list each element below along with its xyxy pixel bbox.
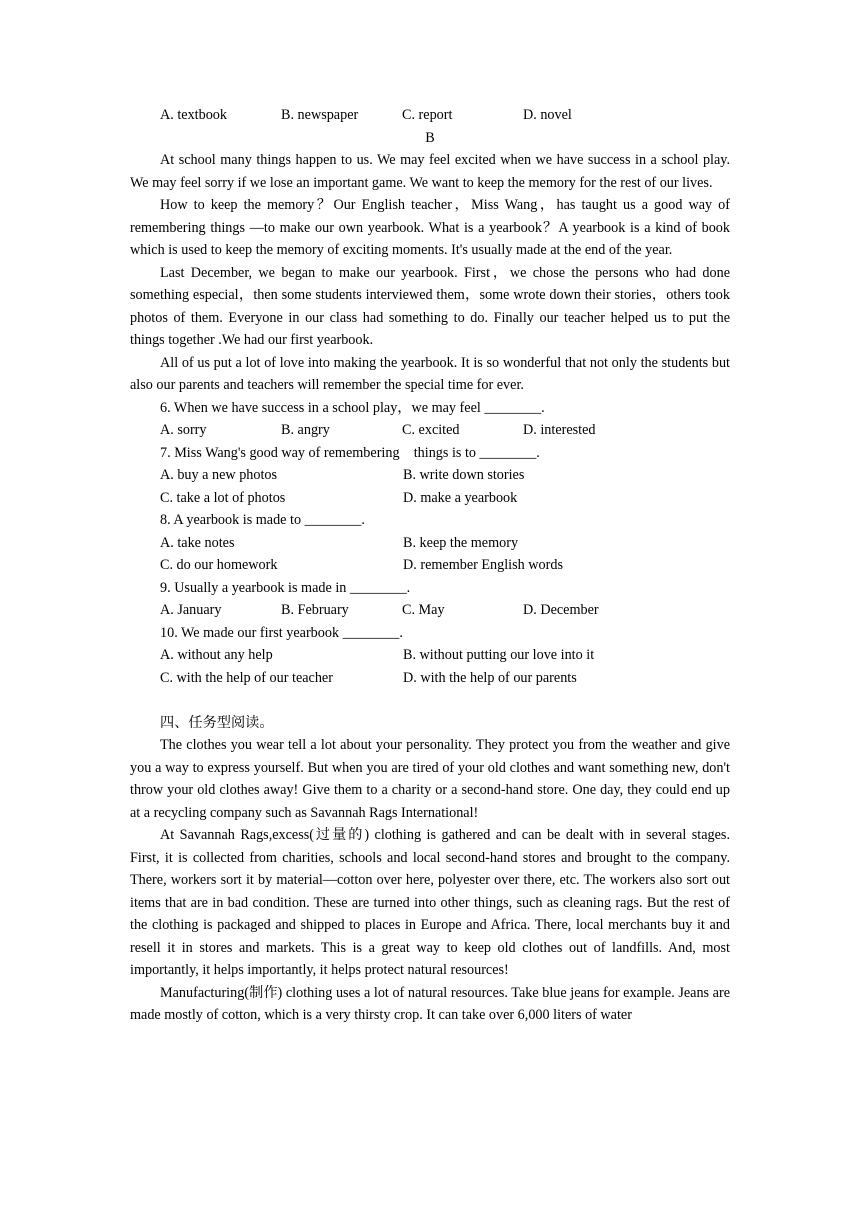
passage-b-paragraph: At school many things happen to us. We may feel excited when we have success in a school play. We may feel sorry if we lose an important game. We want to keep the memory for the rest of our lives. [130,152,730,191]
question-options [130,599,730,622]
question-stem: 10. We made our first yearbook ________. [160,624,403,641]
option: C. excited [402,422,460,438]
option: D. remember English words [403,557,563,573]
q5-option-d: D. novel [523,107,572,123]
section-b-label: B [425,129,435,146]
option: B. February [281,602,349,618]
q5-option-c: C. report [402,107,453,123]
question-options [130,487,730,510]
question-options [130,419,730,442]
option: C. take a lot of photos [160,489,286,506]
option: A. January [160,602,222,618]
passage-4-paragraph: At Savannah Rags,excess(过量的) clothing is gathered and can be dealt with in several stages. First, it is collected from charities, schools and local second-hand stores and brought to the company. There, workers sort it by material—cotton over here, polyester over there, etc. The workers also sort out items that are in bad condition. These are turned into other things, such as cleaning rags. But the rest of the clothing is packaged and shipped to places in Europe and Africa. There, local merchants buy it and resell it in stores and markets. This is a great way to keep old clothes out of landfills. And, most importantly, it helps importantly, it helps protect natural resources! [130,827,730,978]
question-options [130,644,730,667]
passage-4-paragraph: The clothes you wear tell a lot about your personality. They protect you from the weather and give you a way to express yourself. But when you are tired of your old clothes and want something new, don't throw your old clothes away! Give them to a charity or a second-hand store. One day, they could end up at a recycling company such as Savannah Rags International! [130,737,730,821]
spacer [130,689,730,712]
option: B. keep the memory [403,534,519,551]
option: C. do our homework [160,557,278,573]
question-options [130,532,730,555]
q5-options [130,104,730,127]
passage-b-paragraph: How to keep the memory？Our English teacher，Miss Wang，has taught us a good way of remembering things —to make our own yearbook. What is a yearbook？A yearbook is a kind of book which is used to keep the memory of exciting moments. It's usually made at the end of the year. [130,197,730,258]
option: B. angry [281,422,330,438]
question-stem: 8. A yearbook is made to ________. [160,512,365,528]
question-options [130,464,730,487]
option: A. take notes [160,534,235,551]
q5-option-a: A. textbook [160,107,227,123]
option: D. December [523,602,599,618]
option: D. make a yearbook [403,489,518,506]
passage-4-paragraph: Manufacturing(制作) clothing uses a lot of natural resources. Take blue jeans for example. Jeans are made mostly of cotton, which is a very thirsty crop. It can take over 6,000 liters of water [130,984,730,1023]
section-4-title: 四、任务型阅读。 [160,714,274,731]
option: B. write down stories [403,467,525,483]
question-stem: 6. When we have success in a school play，we may feel ________. [160,399,545,416]
question-options [130,554,730,577]
option: C. with the help of our teacher [160,669,333,686]
q5-option-b: B. newspaper [281,107,359,123]
question-options [130,667,730,690]
option: A. sorry [160,422,207,438]
passage-b-paragraph: All of us put a lot of love into making the yearbook. It is so wonderful that not only the students but also our parents and teachers will remember the special time for ever. [130,354,730,393]
question-stem: 9. Usually a yearbook is made in ________. [160,579,411,596]
option: C. May [402,602,445,618]
option: D. with the help of our parents [403,669,577,686]
option: B. without putting our love into it [403,647,595,663]
question-stem: 7. Miss Wang's good way of remembering things is to ________. [160,444,540,461]
option: A. buy a new photos [160,467,278,483]
document-page [130,104,730,1027]
option: A. without any help [160,647,273,663]
option: D. interested [523,422,596,438]
passage-b-paragraph: Last December, we began to make our yearbook. First，we chose the persons who had done something especial，then some students interviewed them，some wrote down their stories，others took photos of them. Everyone in our class had something to do. Finally our teacher helped us to put the things together .We had our first yearbook. [130,264,730,348]
